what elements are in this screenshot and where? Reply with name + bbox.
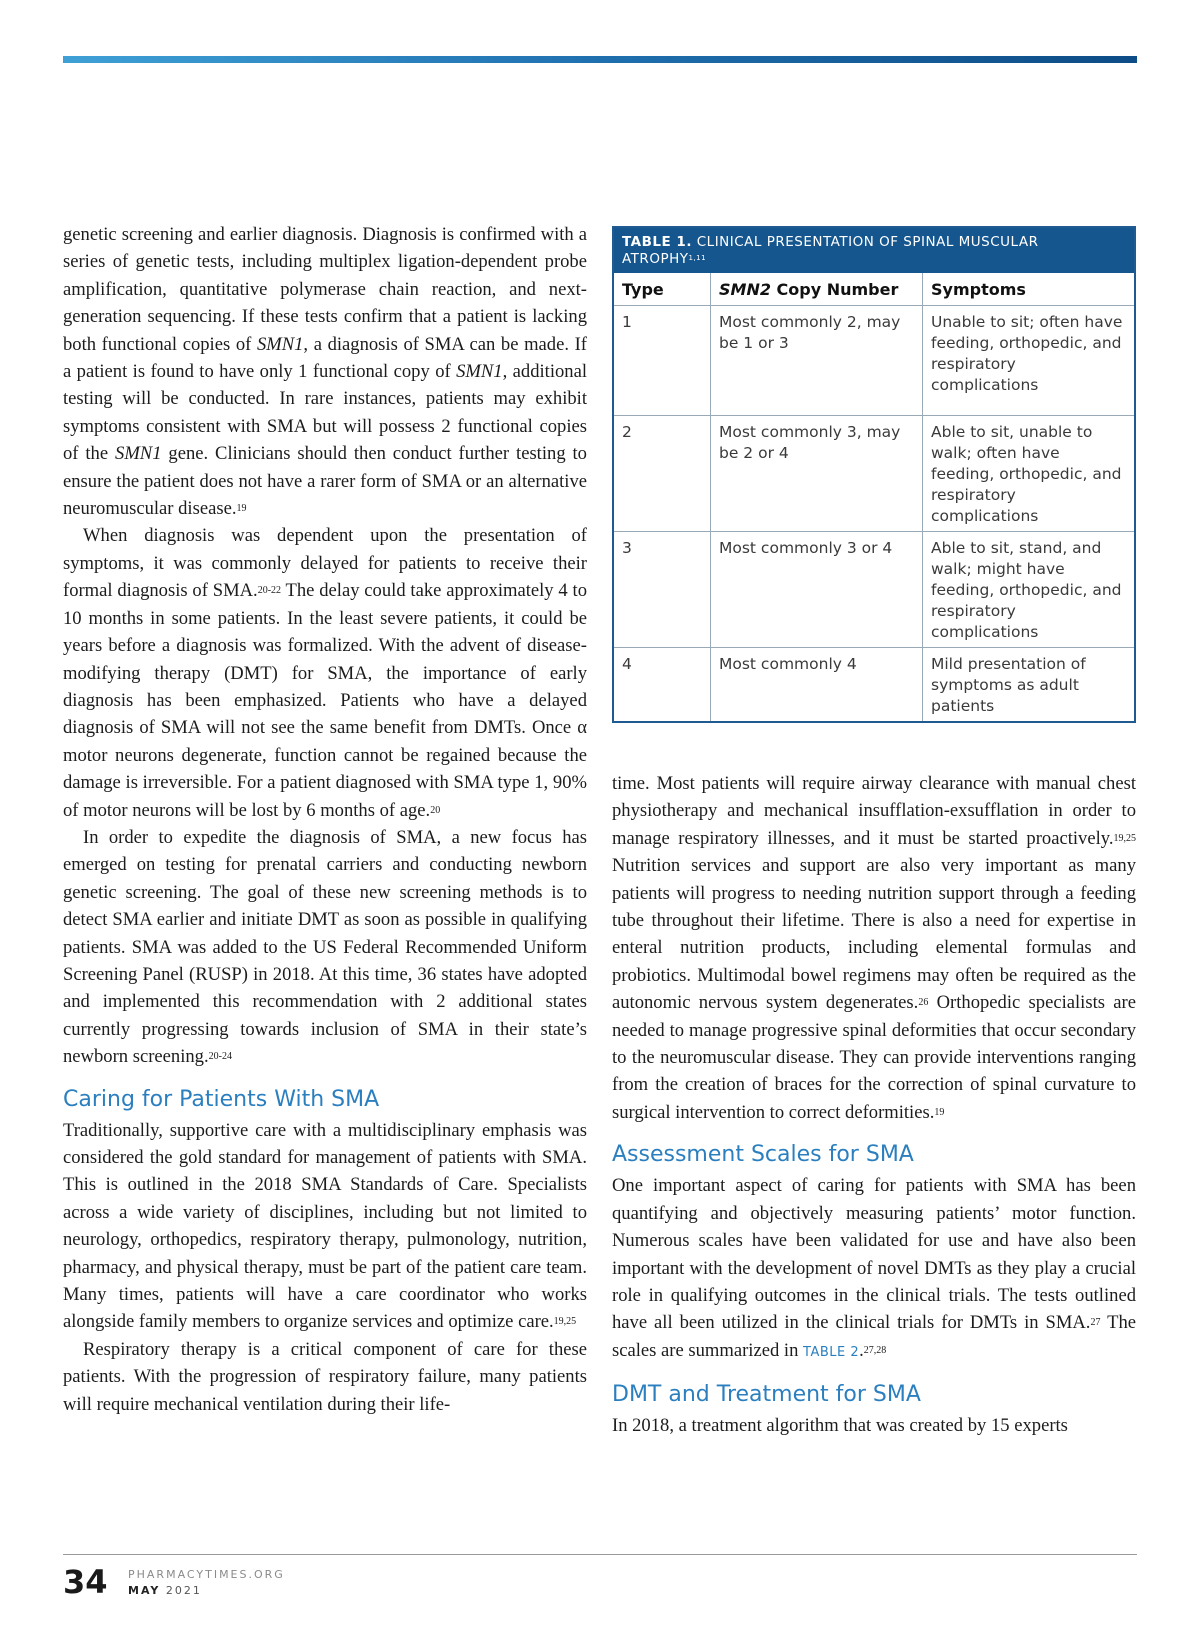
table-1 <box>612 226 1136 723</box>
citation: 20 <box>430 804 441 816</box>
table-2-link[interactable]: TABLE 2 <box>803 1344 860 1360</box>
cell-copies: Most commonly 3, may be 2 or 4 <box>711 416 923 532</box>
cell-type: 1 <box>614 306 711 416</box>
cell-symptoms: Able to sit, stand, and walk; might have feeding, orthopedic, and respiratory complications <box>923 532 1135 648</box>
citation: 20-24 <box>208 1051 232 1063</box>
header-symptoms: Symptoms <box>923 273 1135 306</box>
footer-issue-date: MAY 2021 <box>128 1584 202 1597</box>
citation: 19,25 <box>1113 832 1136 844</box>
paragraph-newborn-screening: In order to expedite the diagnosis of SMA, a new focus has emerged on testing for prenatal carriers and conducting newborn genetic screening. The goal of these new screening methods is to detect SMA earlier and initiate DMT as soon as possible in qualifying patients. SMA was added to the US Federal Recommended Uniform Screening Panel (RUSP) in 2018. At this time, 36 states have adopted and implemented this recommendation with 2 additional states currently progressing towards inclusion of SMA in their state’s newborn screening.$^{20-24}$ <box>63 826 587 1068</box>
citation: 19,25 <box>553 1316 577 1328</box>
table-row <box>614 416 1134 532</box>
header-accent-bar <box>63 56 1137 63</box>
header-copy-number: SMN2 Copy Number <box>711 273 923 306</box>
citation: 26 <box>918 997 929 1009</box>
footer-website: PHARMACYTIMES.ORG <box>128 1568 285 1581</box>
table-row <box>614 532 1134 648</box>
paragraph-diagnosis: genetic screening and earlier diagnosis. Diagnosis is confirmed with a series of genetic tests, including multiplex ligation-dependent probe amplification, quantitative polymerase chain reaction, and next-generation sequencing. If these tests confirm that a patient is lacking both functional copies of SMN1, a diagnosis of SMA can be made. If a patient is found to have only 1 functional copy of SMN1, additional testing will be conducted. In rare instances, patients may exhibit symptoms consistent with SMA but will possess 2 functional copies of the SMN1 gene. Clinicians should then conduct further testing to ensure the patient does not have a rarer form of SMA or an alternative neuromuscular disease.$^{19}$ <box>63 224 587 520</box>
section-heading-assessment: Assessment Scales for SMA <box>612 1142 914 1168</box>
citation: 19 <box>236 503 247 515</box>
cell-symptoms: Mild presentation of symptoms as adult patients <box>931 655 1086 715</box>
section-heading-caring: Caring for Patients With SMA <box>63 1086 380 1112</box>
table-row <box>614 306 1134 416</box>
cell-symptoms: Able to sit, unable to walk; often have feeding, orthopedic, and respiratory complications <box>923 416 1135 532</box>
footer-divider <box>63 1554 1137 1555</box>
cell-symptoms: Unable to sit; often have feeding, orthopedic, and respiratory complications <box>923 306 1135 416</box>
cell-copies: Most commonly 2, may be 1 or 3 <box>711 306 923 416</box>
paragraph-treatment-algorithm: In 2018, a treatment algorithm that was created by 15 experts <box>612 1415 1068 1437</box>
paragraph-delayed-diagnosis: When diagnosis was dependent upon the presentation of symptoms, it was commonly delayed for patients to receive their formal diagnosis of SMA.$^{20-22}$ The delay could take approximately 4 to 10 months in some patients. In the least severe patients, it could be years before a diagnosis was formalized. With the advent of disease-modifying therapy (DMT) for SMA, the importance of early diagnosis has been emphasized. Patients who have a delayed diagnosis of SMA will not see the same benefit from DMTs. Once α motor neurons degenerate, function cannot be regained because the damage is irreversible. For a patient diagnosed with SMA type 1, 90% of motor neurons will be lost by 6 months of age.$^{20}$ <box>63 525 587 821</box>
header-type: Type <box>614 273 711 306</box>
citation: 27 <box>1090 1317 1101 1329</box>
right-column <box>612 770 1136 1440</box>
table-header-row <box>614 273 1134 306</box>
table-caption: TABLE 1. CLINICAL PRESENTATION OF SPINAL MUSCULAR ATROPHY$^{1,11}$ <box>614 228 1134 273</box>
page-number: 34 <box>63 1563 108 1601</box>
left-column <box>63 221 587 1418</box>
table-row <box>614 648 1134 722</box>
citation: 27,28 <box>863 1344 887 1356</box>
citation: 20-22 <box>257 585 282 597</box>
paragraph-respiratory-therapy: Respiratory therapy is a critical component of care for these patients. With the progression of respiratory failure, many patients will require mechanical ventilation during their life- <box>63 1338 587 1415</box>
cell-type: 2 <box>614 416 711 532</box>
table-body <box>614 273 1134 721</box>
cell-type: 3 <box>614 532 711 648</box>
paragraph-assessment-scales: One important aspect of caring for patients with SMA has been quantifying and objectively measuring patients’ motor function. Numerous scales have been validated for use and have also been important with the development of novel DMTs as they play a crucial role in qualifying outcomes in the clinical trials. The tests outlined have all been utilized in the clinical trials for DMTs in SMA.$^{27}$ The scales are summarized in TABLE 2.$^{27,28}$ <box>612 1175 1136 1361</box>
cell-copies: Most commonly 4 <box>711 648 923 722</box>
paragraph-multidisciplinary-care: time. Most patients will require airway clearance with manual chest physiotherapy and mechanical insufflation-exsufflation in order to manage respiratory illnesses, and it must be started proactively.$^{19,25}$ Nutrition services and support are also very important as many patients will progress to needing nutrition support through a feeding tube throughout their lifetime. There is also a need for expertise in enteral nutrition products, including elemental formulas and probiotics. Multimodal bowel regimens may often be required as the autonomic nervous system degenerates.$^{26}$ Orthopedic specialists are needed to manage progressive spinal deformities that occur secondary to the neuromuscular disease. They can provide interventions ranging from the creation of braces for the correction of spinal curvature to surgical intervention to correct deformities.$^{19}$ <box>612 773 1136 1123</box>
cell-copies: Most commonly 3 or 4 <box>711 532 923 648</box>
citation: 19 <box>934 1106 945 1118</box>
cell-type: 4 <box>614 648 711 722</box>
paragraph-supportive-care: Traditionally, supportive care with a multidisciplinary emphasis was considered the gold standard for management of patients with SMA. This is outlined in the 2018 SMA Standards of Care. Specialists across a wide variety of disciplines, including but not limited to neurology, orthopedics, respiratory therapy, pulmonology, nutrition, pharmacy, and physical therapy, must be part of the patient care team. Many times, patients will have a care coordinator who works alongside family members to organize services and optimize care.$^{19,25}$ <box>63 1119 587 1333</box>
section-heading-dmt: DMT and Treatment for SMA <box>612 1382 921 1408</box>
